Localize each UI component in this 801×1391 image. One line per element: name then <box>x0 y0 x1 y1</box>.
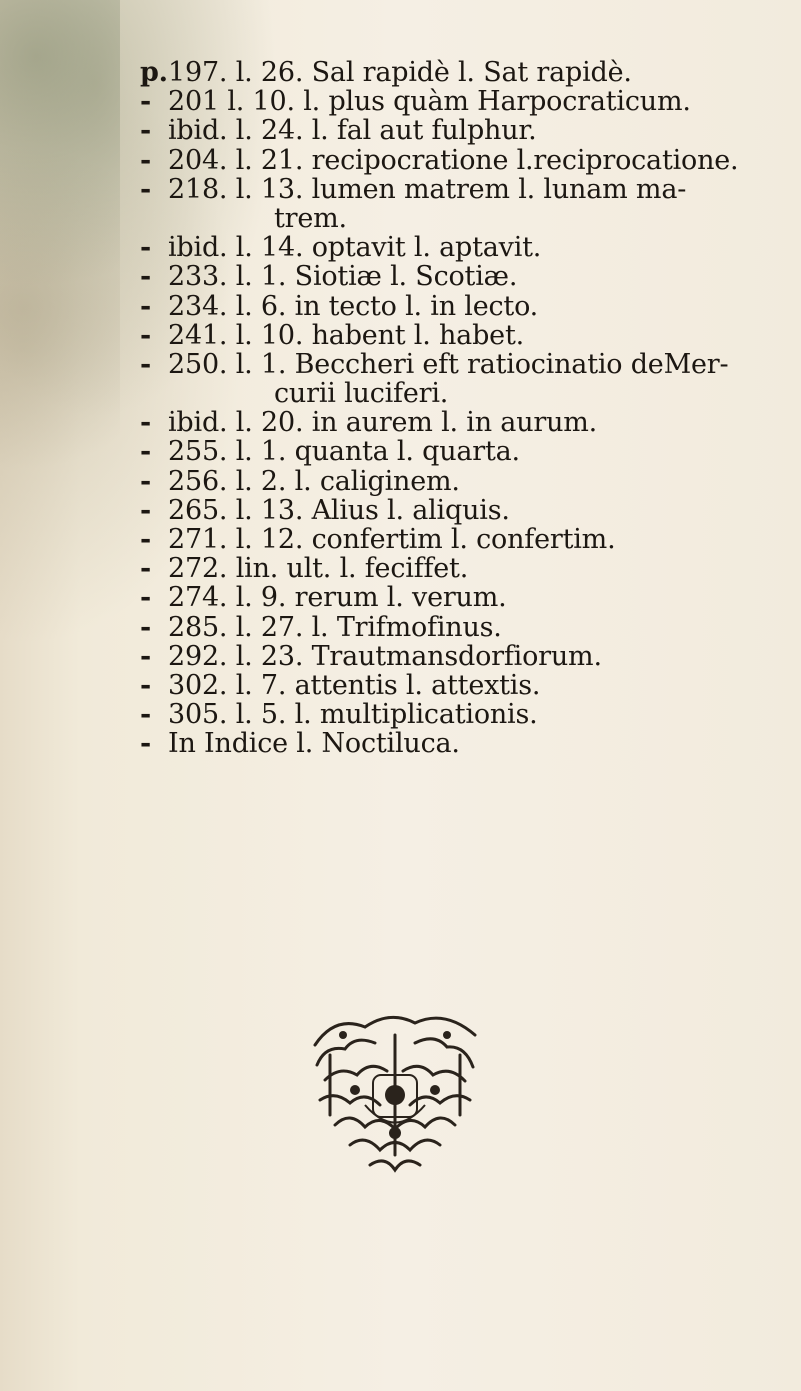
entry-text: 302. l. 7. attentis l. attextis. <box>168 669 541 701</box>
errata-entry <box>140 321 780 350</box>
errata-entry <box>140 583 780 612</box>
entry-prefix: - <box>140 494 152 526</box>
errata-entry <box>140 292 780 321</box>
errata-entry <box>140 671 780 700</box>
entry-text: 197. l. 26. Sal rapidè l. Sat rapidè. <box>168 57 632 88</box>
entry-prefix: - <box>140 319 152 351</box>
entry-prefix: - <box>140 290 152 322</box>
entry-text: 292. l. 23. Trautmansdorfiorum. <box>168 640 602 672</box>
errata-entry <box>140 350 780 379</box>
entry-prefix: p. <box>140 57 168 88</box>
entry-prefix: - <box>140 407 152 439</box>
errata-entry <box>140 700 780 729</box>
paper-stain <box>0 0 120 560</box>
entry-text: curii luciferi. <box>274 378 449 410</box>
errata-entry <box>140 116 780 145</box>
errata-entry <box>140 58 780 87</box>
entry-text: 274. l. 9. rerum l. verum. <box>168 582 507 614</box>
entry-text: ibid. l. 14. optavit l. aptavit. <box>168 232 542 264</box>
entry-text: 285. l. 27. l. Trifmofinus. <box>168 611 502 643</box>
entry-text: In Indice l. Noctiluca. <box>168 728 460 760</box>
errata-entry <box>140 233 780 262</box>
entry-text: 272. lin. ult. l. feciffet. <box>168 553 469 585</box>
entry-prefix: - <box>140 611 152 643</box>
entry-text: trem. <box>274 202 347 234</box>
errata-entry <box>140 437 780 466</box>
errata-entry <box>140 467 780 496</box>
errata-entry <box>140 642 780 671</box>
errata-entry <box>140 262 780 291</box>
errata-entry-continuation <box>140 204 780 233</box>
entry-text: 255. l. 1. quanta l. quarta. <box>168 436 520 468</box>
entry-prefix: - <box>140 348 152 380</box>
entry-text: 241. l. 10. habent l. habet. <box>168 319 524 351</box>
entry-prefix: - <box>140 728 152 760</box>
errata-entry <box>140 613 780 642</box>
errata-entry <box>140 554 780 583</box>
errata-entry-continuation <box>140 379 780 408</box>
entry-text: 233. l. 1. Siotiæ l. Scotiæ. <box>168 261 518 293</box>
errata-entry <box>140 146 780 175</box>
entry-prefix: - <box>140 699 152 731</box>
entry-prefix: - <box>140 261 152 293</box>
entry-prefix: - <box>140 86 152 118</box>
entry-text: 256. l. 2. l. caliginem. <box>168 465 460 497</box>
errata-entry <box>140 408 780 437</box>
entry-text: 234. l. 6. in tecto l. in lecto. <box>168 290 539 322</box>
entry-text: 250. l. 1. Beccheri eft ratiocinatio deMer- <box>168 348 729 380</box>
entry-prefix: - <box>140 436 152 468</box>
entry-prefix: - <box>140 669 152 701</box>
entry-text: ibid. l. 24. l. fal aut fulphur. <box>168 115 537 147</box>
entry-prefix: - <box>140 232 152 264</box>
entry-prefix: - <box>140 640 152 672</box>
errata-entry <box>140 175 780 204</box>
entry-text: 265. l. 13. Alius l. aliquis. <box>168 494 510 526</box>
entry-prefix: - <box>140 524 152 555</box>
entry-text: 271. l. 12. confertim l. confertim. <box>168 524 616 555</box>
errata-entry <box>140 87 780 116</box>
errata-list <box>140 58 780 759</box>
errata-entry <box>140 496 780 525</box>
entry-prefix: - <box>140 144 152 176</box>
errata-entry <box>140 729 780 758</box>
entry-prefix: - <box>140 115 152 147</box>
errata-entry <box>140 525 780 554</box>
entry-prefix: - <box>140 465 152 497</box>
printers-ornament-icon <box>295 1005 495 1185</box>
entry-text: ibid. l. 20. in aurem l. in aurum. <box>168 407 598 439</box>
entry-text: 218. l. 13. lumen matrem l. lunam ma- <box>168 173 687 205</box>
entry-prefix: - <box>140 553 152 585</box>
entry-prefix: - <box>140 582 152 614</box>
entry-prefix: - <box>140 173 152 205</box>
entry-text: 201 l. 10. l. plus quàm Harpocraticum. <box>168 86 691 118</box>
entry-text: 305. l. 5. l. multiplicationis. <box>168 699 538 731</box>
entry-text: 204. l. 21. recipocratione l.reciprocatione. <box>168 144 739 176</box>
